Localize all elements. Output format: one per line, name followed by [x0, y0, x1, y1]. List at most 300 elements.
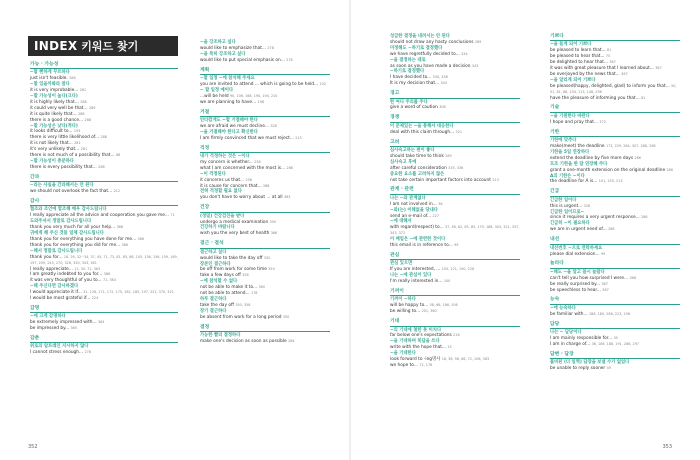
index-entry-english: we are afraid we must decline... [200, 123, 269, 129]
index-entry-korean: 나는 ~ 담당이다 [550, 330, 582, 336]
index-section-heading: 답변 · 답장 [550, 352, 680, 359]
index-entry-pages: 288 [98, 164, 105, 169]
index-entry-english: it is cause for concern that... [200, 183, 262, 189]
index-entry-korean: 성급한 결정을 내려서는 안 된다 [390, 34, 450, 39]
index-section-heading: 걱정 [200, 146, 330, 153]
index-entry-pages: 31, 126, 171, 172, 175, 182, 185, 197, 321, 370, 321 [83, 290, 174, 295]
index-section-heading: 관계 · 관련 [390, 187, 520, 194]
index-entry-pages: 70 [605, 54, 611, 59]
index-entry-pages: 178 [250, 291, 258, 296]
index-entry-korean: 안타깝게도 ~할 거절해야 한다 [200, 117, 258, 123]
index-entry-english: make(meet) the deadline [550, 144, 605, 149]
index-entry-english: I cannot stress enough... [30, 350, 84, 356]
index-entry-pages: 367 [621, 71, 628, 76]
index-entry-pages: 368 [629, 275, 636, 280]
index-entry-pages: 281 [80, 147, 88, 152]
index-entry-english: I would be most grateful if... [30, 296, 91, 302]
index-section-heading: 계획 [200, 68, 330, 75]
index-section-heading: 내선 [550, 237, 680, 244]
index-entry-english: we have regretfully decided to... [390, 51, 460, 57]
index-entry [550, 252, 680, 258]
index-entry-korean: 도와주셔서 정말로 감사드립니다 [30, 219, 92, 225]
index-entry-pages: 286 [286, 165, 294, 170]
index-entry [550, 312, 680, 318]
index-column-3 [390, 34, 520, 369]
index-entry-korean: 전혀 걱정할 필요 없다 [200, 189, 242, 195]
index-entry-pages: 224 [91, 296, 99, 301]
index-entry-korean: 가능한 빨리 결정하다 [200, 332, 241, 338]
index-entry-english: just isn't feasible. [30, 76, 68, 82]
index-entry-english: grant a one-month extension on the original deadline [550, 167, 666, 173]
index-entry-english: undergo a medical examination [200, 219, 269, 225]
index-entry-english: make one's decision as soon as possible [200, 338, 287, 344]
index-entry-english: give a word of caution [390, 105, 438, 111]
index-entry-korean: ~에 참석할 수 없다 [200, 279, 238, 285]
index-entry-korean: 심사숙고 후에 [390, 159, 417, 165]
index-entry-korean: (정밀) 건강검진을 받다 [200, 213, 245, 219]
index-entry-english: we hope to... [390, 363, 418, 368]
index-entry-pages: 288 [69, 76, 76, 81]
index-entry-korean: 귀에게 해 주신 것들 일체 감사드립니다 [30, 231, 104, 237]
index-entry-english: it is highly likely that... [30, 99, 79, 105]
index-section-heading: 놀라다 [550, 261, 680, 268]
index-entry-english: would like to take the day off [200, 255, 263, 261]
index-entry-pages: 100 [443, 279, 451, 284]
index-entry-english: I really appreciate all the advice and cooperation you gave me... [30, 213, 169, 219]
index-entry-pages: 198 [257, 99, 265, 104]
index-entry-pages: 288 [100, 135, 107, 140]
index-entry-pages: 350 [269, 219, 277, 224]
index-entry-korean: ~할 가능성은 낮다(적다) [30, 123, 78, 129]
index-entry-english: take a few days off [200, 273, 241, 279]
index-entry-pages: 216 [453, 333, 460, 338]
index-entry-pages: 286 [634, 155, 641, 160]
index-entry-pages: 81 [607, 48, 612, 53]
index-entry-english: please dial extension... [550, 251, 600, 257]
index-entry-korean: 한 여디 주의를 주다 [390, 99, 428, 105]
index-entry-korean: 내가 걱정하는 것은 ~이다 [200, 154, 250, 159]
index-entry [200, 339, 330, 345]
index-column-2 [200, 40, 330, 345]
index-entry [30, 255, 178, 267]
index-entry-pages: 367 [609, 60, 616, 65]
index-entry-korean: 긴급히 ~이 필요하다 [550, 221, 590, 227]
index-entry-pages: 368 [116, 225, 124, 230]
index-entry-pages: 330 [263, 255, 271, 260]
index-entry-english: what I am concerned with the most is... [200, 165, 286, 171]
index-entry-english: I am greatly indebted to you for... [30, 272, 103, 278]
index-entry-english: should not draw any hasty conclusions [390, 39, 474, 45]
index-entry-pages: 105, 121, 190, 228 [441, 267, 475, 272]
index-entry-english: as soon as you have made a decision [390, 63, 471, 69]
index-entry-korean: ~을 기대하며 복답을 쓰다 [390, 339, 440, 345]
index-entry-korean: ~할 가능성이 충분하다 [30, 159, 74, 164]
index-section-heading: 기쁘다 [550, 34, 680, 41]
index-entry-korean: 나는 ~와 관계없다 [390, 195, 426, 201]
index-entry-pages: 173, 229, 284, 307, 286, 298 [605, 144, 656, 148]
right-page [350, 0, 700, 460]
index-entry-english: the deadline for A is... [550, 179, 598, 185]
index-entry-english: should take time to think [390, 153, 444, 159]
index-entry-english: can't tell you how surprised I were... [550, 275, 629, 281]
index-entry-korean: 관심 있으면 [390, 261, 413, 267]
index-entry [390, 130, 520, 136]
index-entry-korean: 위로의 암트레인 지시하지 않다 [30, 344, 89, 350]
index-entry-korean: ~할 뻔하게 무르하다 [30, 70, 70, 76]
index-entry-english: it was very thoughtful of you to... [30, 278, 102, 284]
index-entry-english: be familiar with... [550, 311, 588, 317]
index-entry-pages: 334 [461, 51, 468, 56]
index-entry-pages: 71, 363 [103, 278, 116, 283]
index-entry-pages: 36, 186, 188, 191, 286, 297 [591, 341, 640, 346]
index-entry-korean: ~의 기대에 철한 못 미치다 [390, 327, 442, 333]
index-entry-english: be off from work for some time [200, 267, 267, 273]
index-entry-korean: 장기 결근하다 [200, 308, 227, 314]
index-entry-pages: 72, 176 [419, 363, 433, 367]
index-entry-pages: 366 [270, 231, 278, 236]
index-entry-pages: 288 [84, 117, 92, 122]
index-entry-korean: ~와(는) 이해없을 당내다 [390, 207, 438, 213]
index-entry-pages: 99 [600, 251, 606, 256]
index-entry-pages: 350 [282, 314, 290, 319]
index-entry-english: be willing to... [390, 309, 421, 315]
index-entry-korean: ~에 대해서 [390, 219, 412, 225]
index-entry-english: have the pleasure of informing you that... [550, 95, 640, 101]
index-entry-pages: 364 [98, 320, 105, 325]
index-entry-pages: 328 [583, 203, 591, 208]
index-entry-english: If you are interested, ... [390, 267, 441, 273]
index-entry [30, 350, 178, 356]
index-entry-english: deal with this claim through... [390, 129, 455, 135]
index-section-heading: 결정 [200, 325, 330, 332]
index-entry-pages: 201, 360 [421, 309, 437, 314]
index-entry [550, 342, 680, 348]
index-entry [390, 363, 520, 369]
index-section-heading: 고려 [390, 140, 520, 147]
index-entry-pages: 281 [79, 88, 87, 93]
index-entry-korean: 불비된 (더 일찍) 답장을 보낼 수가 없었다 [550, 360, 630, 366]
index-entry-english: after careful consideration [390, 165, 447, 171]
index-entry-english: my concern is whether... [200, 159, 253, 165]
index-entry-pages: 18, 38, 58, 66, 72, 108, 363 [441, 357, 490, 362]
index-entry-english: I really appreciate... [30, 266, 73, 272]
index-section-heading: 능숙 [550, 297, 680, 304]
index-entry-english: it's very unlikely that... [30, 147, 80, 153]
index-entry-pages: 215 [295, 135, 302, 140]
index-entry-english: It is my decision that... [390, 81, 440, 87]
index-entry-english: this email is in reference to... [390, 243, 453, 249]
index-entry-english: there is not much of a possibility that... [30, 153, 115, 159]
index-section-heading: 감춘 [30, 336, 178, 343]
page-number-left: 352 [28, 444, 38, 450]
index-entry-pages: 281 [74, 141, 81, 146]
index-entry-pages: 368 [103, 272, 111, 277]
index-entry-korean: ~할 가능성이 높다(크다) [30, 94, 78, 100]
index-entry-pages: 289 [88, 105, 96, 110]
index-entry-english: would like to put special emphasis on... [200, 57, 285, 63]
index-entry-english: would like to emphasize that... [200, 45, 266, 51]
index-entry-korean: 기한에 맞추다 [550, 138, 577, 144]
index-entry-pages: 288 [80, 99, 87, 104]
index-entry-pages: 102 [319, 81, 326, 86]
index-entry-pages: 366 [121, 242, 129, 247]
index-entry-english: be delighted to hear that... [550, 60, 609, 66]
index-entry-english: it is quite likely that... [30, 111, 77, 117]
index-entry-pages: 328 [270, 123, 277, 128]
index-entry-korean: ~에 능숙하다 [550, 305, 576, 311]
index-entry-english: be pleased to learn that... [550, 48, 606, 54]
index-entry-pages: 12, 30, 71, 363 [74, 266, 101, 271]
index-entry [550, 179, 680, 185]
index-entry-korean: ~을 특히 강조하고 싶다 [200, 51, 246, 57]
index-entry-english: thank you for everything you have done for me... [30, 236, 137, 242]
index-entry-pages: 308 [439, 105, 446, 110]
index-entry-pages: 101, 155, 213 [598, 179, 623, 184]
index-section-heading: 경고 [390, 91, 520, 98]
index-entry-pages: 367 [655, 66, 662, 71]
index-entry-english: since it requires a very urgent response... [550, 215, 640, 221]
index-entry-pages: 188, 189, 286, 223, 198 [589, 311, 630, 316]
index-entry-pages: 335, 336 [448, 165, 464, 170]
index-entry-english: be pleased(happy, delighted, glad) to inform you that... [550, 83, 670, 89]
index-entry [30, 189, 178, 195]
index-entry [200, 315, 330, 321]
index-entry-pages: 90, 106, 168, 190, 194, 210 [229, 93, 278, 98]
index-entry-korean: 기한을 5일 연장하다 [550, 149, 590, 155]
index-entry-korean: ~하기로 결정했다 [390, 69, 425, 75]
index-entry-english: be extremely impressed with... [30, 320, 97, 326]
index-entry-korean: ~을 기대한다 [390, 351, 416, 357]
index-entry-korean: 기꺼이 ~하다 [390, 297, 416, 303]
index-entry [550, 96, 680, 102]
index-entry-korean: 결근하고 싶다 [200, 249, 227, 255]
index-entry-english: far below one's expectations [390, 333, 452, 339]
index-entry-korean: ~을 강조하고 싶다 [200, 40, 236, 45]
index-section-heading: 간과 [30, 175, 178, 182]
index-column-4 [550, 34, 680, 372]
index-entry-pages: 50, 51, 81, 88, 104, 113, 148, 298 [550, 83, 677, 94]
index-section-heading: 감사 [30, 199, 178, 206]
index-entry-english: it concerns us that... [200, 177, 245, 183]
index-entry-korean: 이 메일은 ~에 관련한 것이다 [390, 237, 446, 243]
index-entry-korean: ~ 할 일정 예이다 [200, 87, 233, 93]
index-entry-korean: ~할 있을까봐라 참다 [30, 82, 70, 88]
index-entry-korean: 심사숙고하는 편이 좋다 [390, 148, 435, 153]
index-entry-korean: 협조와 조언에 합조해 매우 감사드립니다 [30, 207, 107, 213]
index-entry-pages: 99 [454, 243, 459, 248]
index-column-1 [30, 62, 178, 356]
index-entry-english: look forward to -ing명사 [390, 357, 441, 363]
index-entry-pages: 365 [70, 326, 77, 331]
index-entry-pages: 330, 358 [432, 75, 448, 80]
index-entry-english: there is very little likelihood of... [30, 135, 100, 141]
index-entry-english: with regard(respect) to... [390, 225, 444, 231]
index-entry-korean: ~에 크게 감명하다 [30, 314, 66, 320]
index-section-heading: 긴급 [550, 189, 680, 196]
index-entry-pages: 367 [602, 287, 609, 292]
index-entry-pages: 350, 358 [235, 302, 251, 307]
index-title-en: INDEX [34, 39, 78, 53]
index-entry-korean: 내선번호 ~으로 연락하세요 [550, 245, 603, 251]
index-entry-english: thank you very much for all your help... [30, 225, 116, 231]
index-section-heading: 건강 [200, 205, 330, 212]
index-entry-english: it is very improbable... [30, 88, 79, 94]
index-entry-english: not be able to make it to... [200, 285, 258, 291]
index-entry-pages: 288 [78, 111, 85, 116]
index-entry-korean: ~해도 ~을 알고 몹시 놀랐다 [550, 269, 605, 275]
index-entry-pages: 289 [445, 153, 452, 158]
index-entry-pages: 35 [613, 335, 618, 340]
index-title [28, 36, 178, 56]
index-entry-pages: 289 [474, 39, 482, 44]
index-entry-pages: 49 [606, 366, 611, 371]
index-entry-english: wish you the very best of health [200, 231, 270, 237]
index-entry-korean: 중요한 요소를 고려하지 않은 [390, 171, 445, 177]
index-entry [390, 309, 520, 315]
index-entry-korean: ~을 결정하는 대로 [390, 57, 426, 63]
index-entry-korean: ~라는 사실을 간과해서는 안 된다 [30, 183, 94, 189]
index-entry-english: ...will be held [200, 93, 229, 99]
index-entry-pages: 284 [288, 338, 295, 343]
index-entry [200, 58, 330, 64]
index-entry [550, 120, 680, 126]
index-entry-korean: ~을 기원한다 바란다 [550, 113, 590, 119]
index-entry [390, 279, 520, 285]
index-entry-english: be speechless to hear... [550, 287, 601, 293]
index-entry-korean: 미정해도 ~하기로 결정했다 [390, 45, 443, 51]
index-entry-pages: 343 [471, 63, 479, 68]
index-entry-pages: 36 [438, 201, 443, 206]
page-number-right: 353 [662, 444, 672, 450]
index-entry-korean: 이 문제있는 ~을 통해서 대응한다 [390, 123, 454, 129]
index-section-heading: 거절 [200, 110, 330, 117]
index-entry-korean: A의 기한은 ~이다 [550, 173, 585, 179]
index-entry-english: be absent from work for a long period [200, 314, 282, 320]
index-entry-pages: 37, 46, 62, 65, 85, 179, 188, 303, 321, 337, 343, 372 [390, 225, 520, 236]
index-entry-english: be pleased to hear that... [550, 54, 605, 60]
index-entry-english: be impressed by... [30, 326, 70, 332]
index-entry-pages: 258 [245, 177, 252, 182]
index-entry [390, 105, 520, 111]
index-entry-english: this is urgent... [550, 203, 583, 209]
index-entry [550, 227, 680, 233]
index-entry [30, 296, 178, 302]
index-entry [30, 326, 178, 332]
index-entry-pages: 227 [432, 213, 439, 218]
index-entry-pages: 258 [254, 159, 261, 164]
index-section-heading: 경쟁 [390, 115, 520, 122]
index-entry [550, 168, 680, 174]
index-entry-pages: 213 [492, 177, 499, 182]
index-entry-english: it could very well be that... [30, 105, 88, 111]
index-entry-english: thank you for everything you did for me... [30, 242, 121, 248]
index-entry [200, 195, 330, 201]
index-entry-korean: 하루 결근하다 [200, 296, 227, 302]
index-entry-pages: 372 [599, 119, 606, 124]
index-entry [200, 136, 330, 142]
index-entry-pages: 321 [455, 129, 463, 134]
index-entry-english: be really surprised by... [550, 281, 601, 287]
index-section-heading: 감명 [30, 306, 178, 313]
index-entry-korean: ~을 거절해야 한다고 확신한다 [200, 129, 258, 135]
index-section-heading: 기꺼이 [390, 289, 520, 296]
index-entry-english: I have decided to... [390, 75, 432, 81]
index-entry-pages: 58, 66, 186, 206 [429, 303, 458, 308]
index-entry-pages: 363 [283, 195, 291, 200]
index-entry-pages: 366 [137, 236, 145, 241]
index-entry-english: I am in charge of... [550, 341, 591, 347]
index-entry [390, 243, 520, 249]
index-entry-english: there is every possibility that... [30, 164, 97, 170]
index-entry-pages: 193 [73, 129, 81, 134]
index-section-heading: 결근 · 결석 [200, 241, 330, 248]
index-section-heading: 기대 [390, 319, 520, 326]
index-entry-english: not be able to attend... [200, 291, 250, 297]
index-entry-english: there is a good chance... [30, 117, 84, 123]
index-entry-pages: 81 [641, 95, 646, 100]
index-entry [390, 81, 520, 87]
index-entry-pages: 15 [447, 345, 452, 350]
index-entry-korean: 나는 ~에 관심이 있다 [390, 273, 432, 279]
index-entry-pages: 278 [286, 57, 293, 62]
index-entry-pages: 286 [641, 215, 648, 220]
index-entry-korean: ~해 주신다면 감사하겠다 [30, 284, 79, 290]
index-entry-korean: ~을 들게 되어 기쁘다 [550, 42, 592, 48]
index-title-ko: 키워드 찾기 [77, 40, 139, 53]
index-entry-english: will be happy to... [390, 303, 429, 309]
index-entry-korean: ~해서 정말로 감사드립니다 [30, 248, 83, 254]
index-entry-pages: 350 [268, 267, 275, 272]
index-entry-english: you don't have to worry about ... at all [200, 195, 283, 201]
index-entry-korean: 모조 기한을 한 달 연장해 주다 [550, 161, 608, 167]
index-entry-korean: ~이 걱정된다 [200, 171, 226, 177]
index-entry-english: be unable to reply sooner [550, 366, 606, 372]
index-entry [390, 225, 520, 237]
index-entry-pages: 18, 26, 32~34, 37, 45, 71, 73, 81, 85, 86, 105, 136, 156, 159, 169, 197, 209, 245, 270, 326, 330, 343, 361 [30, 254, 178, 265]
index-entry-pages: 367 [601, 281, 608, 286]
index-section-heading: 기한 [550, 130, 680, 137]
index-entry [550, 366, 680, 372]
index-entry-english: thank you for... [30, 254, 63, 260]
index-entry-english: write with the hope that... [390, 345, 446, 351]
index-entry [550, 84, 680, 96]
index-entry-english: it looks difficult to... [30, 129, 73, 135]
index-entry [200, 100, 330, 106]
index-entry-pages: 88 [115, 153, 121, 158]
index-entry-english: I'm really interested in... [390, 279, 443, 285]
index-section-heading: 관심 [390, 253, 520, 260]
index-entry-pages: 286 [608, 227, 615, 232]
index-section-heading: 기술 [550, 105, 680, 112]
index-entry-pages: 286 [666, 167, 673, 172]
index-entry-english: it was with great pleasure that I learned about... [550, 66, 654, 72]
index-entry-pages: 278 [84, 350, 91, 355]
index-entry-english: I would appreciate it if... [30, 290, 82, 296]
index-entry-english: I am not involved in... [390, 201, 437, 207]
index-entry-english: send an e-mail of... [390, 213, 432, 219]
index-entry-english: I am mainly responsible for... [550, 335, 613, 341]
index-entry [30, 165, 178, 171]
index-entry-korean: 건강하기 바랍니다 [200, 225, 235, 231]
index-entry-pages: 360 [258, 285, 265, 290]
index-entry-english: I hope and pray that... [550, 119, 599, 125]
index-entry-english: not take certain important factors into account [390, 177, 491, 183]
index-entry-pages: 358 [242, 273, 249, 278]
index-entry-pages: 71 [170, 213, 175, 218]
index-entry-korean: ~을 알리게 되어 기쁘다 [550, 77, 596, 83]
index-entry-english: I am firmly convinced that we must reject... [200, 135, 294, 141]
index-entry-english: it is not likely that... [30, 141, 73, 147]
